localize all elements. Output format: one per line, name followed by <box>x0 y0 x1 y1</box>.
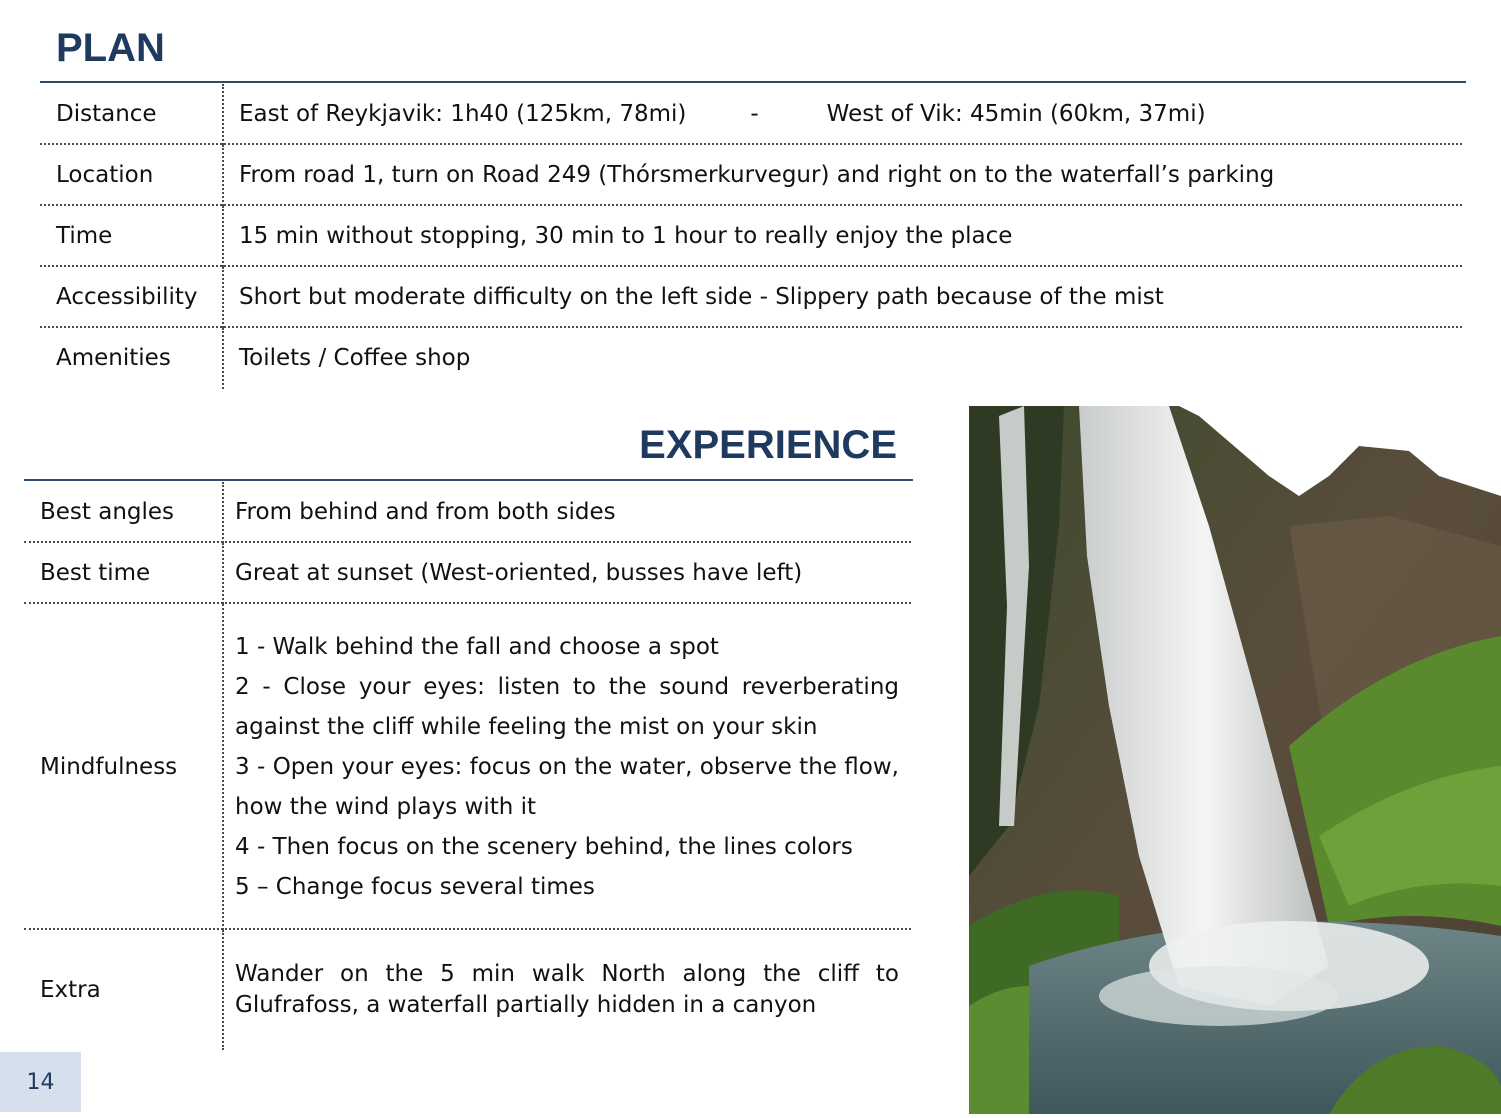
row-value: From road 1, turn on Road 249 (Thórsmerkurvegur) and right on to the waterfall’s parking <box>239 162 1275 189</box>
row-label: Amenities <box>40 328 224 389</box>
row-value: From behind and from both sides <box>235 499 616 526</box>
page-number: 14 <box>0 1052 81 1112</box>
waterfall-photo <box>969 406 1501 1114</box>
plan-row-distance <box>40 84 1462 145</box>
distance-from-reykjavik: East of Reykjavik: 1h40 (125km, 78mi) <box>239 101 687 128</box>
row-value: Great at sunset (West-oriented, busses have left) <box>235 560 803 587</box>
experience-row-best-angles <box>24 482 911 543</box>
mindfulness-step: 5 – Change focus several times <box>235 874 595 900</box>
plan-title: PLAN <box>56 26 165 70</box>
row-value: Toilets / Coffee shop <box>239 345 471 372</box>
row-label: Extra <box>24 930 224 1050</box>
mindfulness-step: 2 - Close your eyes: listen to the sound reverberating against the cliff while feeling the mist on your skin <box>235 674 899 740</box>
row-value: Short but moderate difficulty on the left side - Slippery path because of the mist <box>239 284 1164 311</box>
distance-from-vik: West of Vik: 45min (60km, 37mi) <box>826 101 1206 128</box>
plan-row-amenities <box>40 328 1462 389</box>
mindfulness-steps <box>235 627 899 907</box>
row-label: Distance <box>40 84 224 145</box>
row-value: 15 min without stopping, 30 min to 1 hour to really enjoy the place <box>239 223 1013 250</box>
distance-separator: - <box>750 101 759 128</box>
plan-row-time <box>40 206 1462 267</box>
plan-row-accessibility <box>40 267 1462 328</box>
experience-title: EXPERIENCE <box>639 423 897 467</box>
row-label: Location <box>40 145 224 206</box>
plan-table <box>40 84 1462 389</box>
mindfulness-step: 1 - Walk behind the fall and choose a spot <box>235 634 719 660</box>
experience-row-mindfulness <box>24 604 911 930</box>
row-label: Time <box>40 206 224 267</box>
plan-row-location <box>40 145 1462 206</box>
experience-row-best-time <box>24 543 911 604</box>
row-value <box>224 84 1206 145</box>
row-label: Best time <box>24 543 224 604</box>
mindfulness-step: 3 - Open your eyes: focus on the water, observe the flow, how the wind plays with it <box>235 754 899 820</box>
experience-title-rule <box>24 479 913 481</box>
experience-row-extra <box>24 930 911 1050</box>
row-label: Accessibility <box>40 267 224 328</box>
row-label: Best angles <box>24 482 224 543</box>
experience-table <box>24 482 911 1050</box>
plan-title-rule <box>40 81 1466 83</box>
row-label: Mindfulness <box>24 604 224 930</box>
row-value <box>224 604 911 930</box>
mindfulness-step: 4 - Then focus on the scenery behind, the lines colors <box>235 834 853 860</box>
row-value <box>224 930 911 1050</box>
extra-text: Wander on the 5 min walk North along the cliff to Glufrafoss, a waterfall partially hidden in a canyon <box>235 961 899 1018</box>
